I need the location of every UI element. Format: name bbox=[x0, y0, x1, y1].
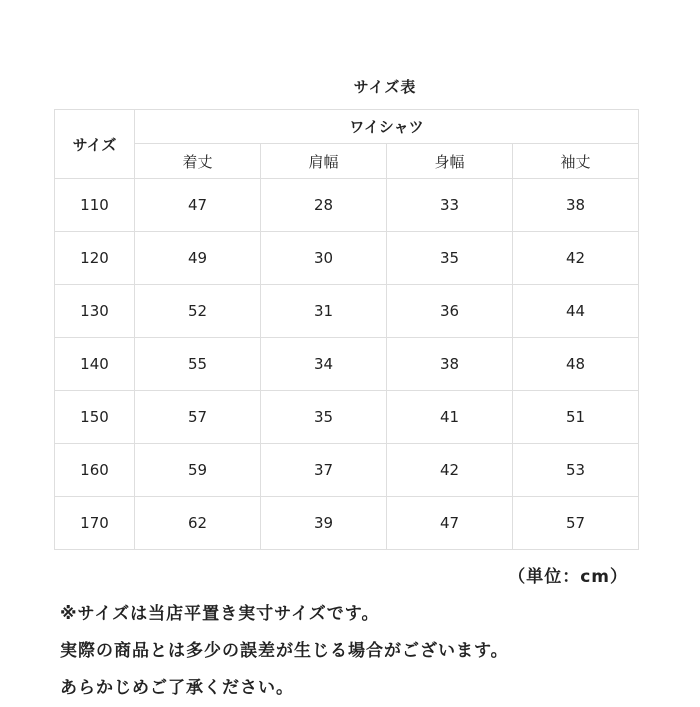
chest-cell: 47 bbox=[387, 497, 513, 550]
size-cell: 130 bbox=[55, 285, 135, 338]
table-row bbox=[55, 391, 639, 444]
length-cell: 52 bbox=[135, 285, 261, 338]
table-row bbox=[55, 444, 639, 497]
length-cell: 49 bbox=[135, 232, 261, 285]
chest-cell: 38 bbox=[387, 338, 513, 391]
length-cell: 55 bbox=[135, 338, 261, 391]
shoulder-cell: 37 bbox=[261, 444, 387, 497]
size-cell: 140 bbox=[55, 338, 135, 391]
chest-cell: 36 bbox=[387, 285, 513, 338]
shoulder-cell: 30 bbox=[261, 232, 387, 285]
table-row bbox=[55, 232, 639, 285]
length-cell: 47 bbox=[135, 179, 261, 232]
header-row-group bbox=[55, 110, 639, 144]
sleeve-cell: 44 bbox=[513, 285, 639, 338]
table-row bbox=[55, 338, 639, 391]
sleeve-cell: 53 bbox=[513, 444, 639, 497]
notes bbox=[60, 596, 509, 707]
table-title: サイズ表 bbox=[353, 78, 417, 96]
size-cell: 160 bbox=[55, 444, 135, 497]
chest-cell: 35 bbox=[387, 232, 513, 285]
note-line: ※サイズは当店平置き実寸サイズです。 bbox=[60, 604, 380, 624]
table-row bbox=[55, 285, 639, 338]
column-header-sleeve: 袖丈 bbox=[513, 144, 639, 179]
shoulder-cell: 31 bbox=[261, 285, 387, 338]
column-header-chest: 身幅 bbox=[387, 144, 513, 179]
length-cell: 62 bbox=[135, 497, 261, 550]
size-cell: 110 bbox=[55, 179, 135, 232]
shoulder-cell: 35 bbox=[261, 391, 387, 444]
header-row-columns bbox=[55, 144, 639, 179]
column-header-shoulder: 肩幅 bbox=[261, 144, 387, 179]
size-cell: 120 bbox=[55, 232, 135, 285]
size-cell: 170 bbox=[55, 497, 135, 550]
sleeve-cell: 57 bbox=[513, 497, 639, 550]
size-header: サイズ bbox=[55, 110, 135, 179]
size-table bbox=[54, 109, 639, 550]
column-header-length: 着丈 bbox=[135, 144, 261, 179]
chest-cell: 42 bbox=[387, 444, 513, 497]
chest-cell: 41 bbox=[387, 391, 513, 444]
shirt-group-header: ワイシャツ bbox=[135, 110, 639, 144]
shoulder-cell: 34 bbox=[261, 338, 387, 391]
note-line: あらかじめご了承ください。 bbox=[60, 678, 294, 698]
size-cell: 150 bbox=[55, 391, 135, 444]
sleeve-cell: 51 bbox=[513, 391, 639, 444]
shoulder-cell: 39 bbox=[261, 497, 387, 550]
sleeve-cell: 42 bbox=[513, 232, 639, 285]
table-row bbox=[55, 497, 639, 550]
length-cell: 59 bbox=[135, 444, 261, 497]
shoulder-cell: 28 bbox=[261, 179, 387, 232]
unit-label: （単位：cm） bbox=[508, 567, 628, 587]
table-row bbox=[55, 179, 639, 232]
sleeve-cell: 38 bbox=[513, 179, 639, 232]
sleeve-cell: 48 bbox=[513, 338, 639, 391]
chest-cell: 33 bbox=[387, 179, 513, 232]
length-cell: 57 bbox=[135, 391, 261, 444]
note-line: 実際の商品とは多少の誤差が生じる場合がございます。 bbox=[60, 641, 509, 661]
